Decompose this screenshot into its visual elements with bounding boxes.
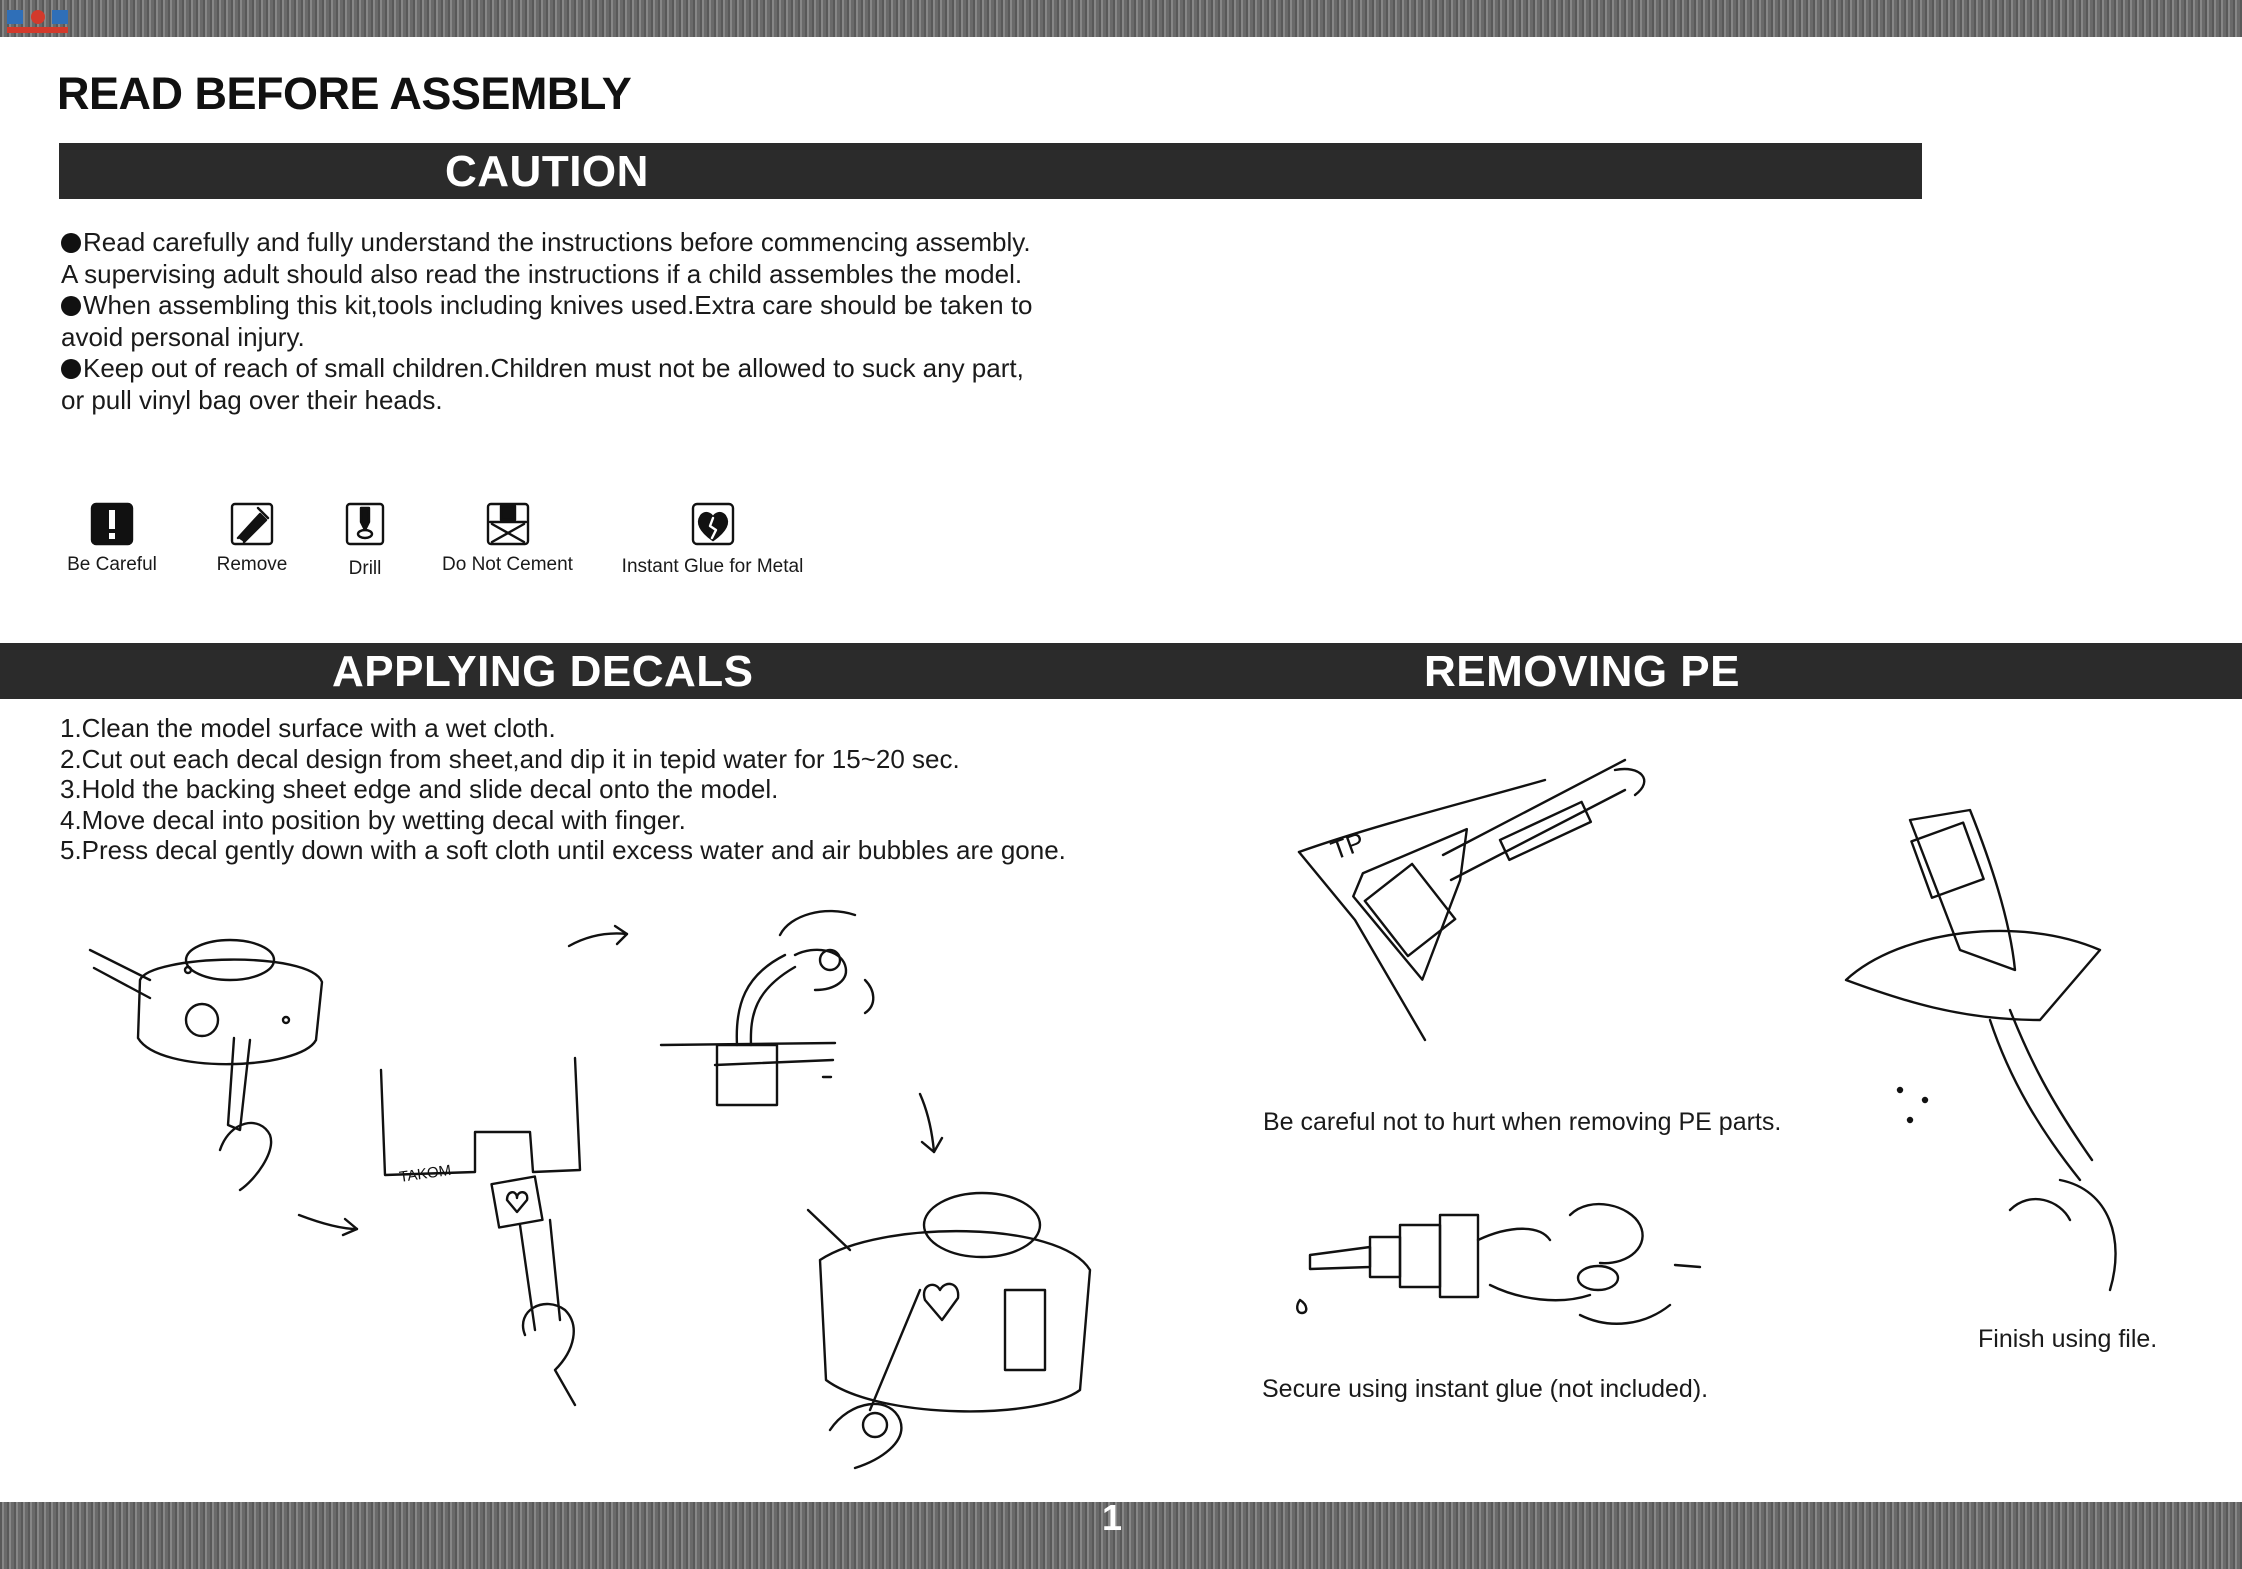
caution-line: Keep out of reach of small children.Children must not be allowed to suck any part,: [61, 353, 1033, 385]
drill-icon: [343, 500, 387, 548]
pe-illustration-cut-fret: [1295, 740, 1685, 1050]
caution-line: Read carefully and fully understand the instructions before commencing assembly.: [61, 227, 1033, 259]
decal-step: 5.Press decal gently down with a soft cloth until excess water and air bubbles are gone.: [60, 835, 1066, 865]
logo: [6, 8, 70, 34]
symbol-instant-glue: Instant Glue for Metal: [605, 500, 820, 578]
arrow-icon: [295, 1205, 365, 1245]
glue-metal-icon: [689, 500, 737, 548]
symbol-drill: Drill: [310, 500, 420, 580]
page-title: READ BEFORE ASSEMBLY: [57, 68, 632, 119]
decals-heading: APPLYING DECALS: [332, 647, 754, 696]
decals-pe-header: [0, 643, 2242, 699]
bullet-icon: [61, 359, 81, 379]
caution-line: When assembling this kit,tools including knives used.Extra care should be taken to: [61, 290, 1033, 322]
bullet-icon: [61, 296, 81, 316]
decal-illustration-turret-wipe: [80, 920, 340, 1220]
symbol-remove: Remove: [192, 500, 312, 576]
symbol-do-not-cement: Do Not Cement: [425, 500, 590, 576]
pe-illustration-instant-glue: [1290, 1185, 1730, 1355]
exclamation-icon: [88, 500, 136, 548]
decal-illustration-water-dip: [655, 895, 915, 1145]
sheet-label: TAKOM: [398, 1161, 453, 1186]
top-band: [0, 0, 2242, 37]
decal-illustration-turret-apply: [760, 1180, 1100, 1480]
decal-step: 2.Cut out each decal design from sheet,and dip it in tepid water for 15~20 sec.: [60, 743, 960, 774]
pe-caption-file: Finish using file.: [1978, 1325, 2158, 1353]
bullet-icon: [61, 233, 81, 253]
page-number: 1: [1102, 1497, 1123, 1538]
symbol-be-careful: Be Careful: [52, 500, 172, 576]
caution-heading: CAUTION: [445, 147, 649, 196]
pe-caption-careful: Be careful not to hurt when removing PE parts.: [1263, 1108, 1782, 1136]
no-cement-icon: [484, 500, 532, 548]
knife-cut-icon: [228, 500, 276, 548]
caution-line: avoid personal injury.: [61, 321, 305, 352]
pe-caption-glue: Secure using instant glue (not included).: [1262, 1375, 1709, 1403]
caution-line: A supervising adult should also read the instructions if a child assembles the model.: [61, 258, 1023, 289]
caution-header: [59, 143, 1922, 199]
arrow-icon: [910, 1090, 950, 1160]
caution-line: or pull vinyl bag over their heads.: [61, 384, 443, 415]
caution-text: [61, 227, 1033, 416]
decal-steps: [60, 713, 1066, 866]
decal-step: 3.Hold the backing sheet edge and slide decal onto the model.: [60, 774, 779, 804]
decal-illustration-cut-sheet: [375, 1050, 625, 1410]
pe-heading: REMOVING PE: [1424, 647, 1740, 696]
decal-step: 4.Move decal into position by wetting decal with finger.: [60, 804, 686, 835]
decal-step: 1.Clean the model surface with a wet cloth.: [60, 713, 556, 743]
arrow-icon: [565, 920, 635, 960]
fret-label: TP: [1326, 826, 1369, 866]
pe-illustration-file: [1840, 800, 2130, 1300]
